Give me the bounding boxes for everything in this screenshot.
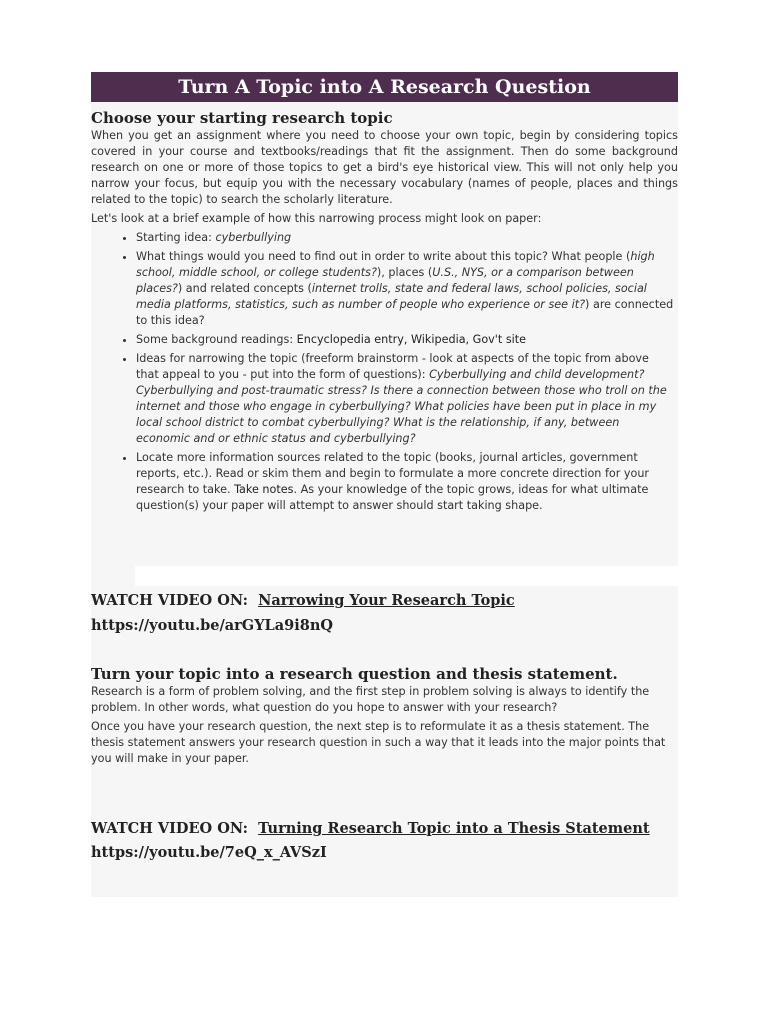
video1-block	[91, 591, 678, 635]
list-item: • What things would you need to find out in order to write about this topic? What people (high school, middle school, or college students?), places (U.S., NYS, or a comparison between places?) and related concepts (internet trolls, state and federal laws, school policies, social media platforms, statistics, such as number of people who experience or see it?) are connected to this idea?	[136, 249, 678, 329]
page-title: Turn A Topic into A Research Question	[91, 72, 678, 102]
video2-block	[91, 819, 678, 862]
video2-url[interactable]: https://youtu.be/7eQ_x_AVSzI	[91, 844, 327, 861]
list-item: • Some background readings: Encyclopedia entry, Wikipedia, Gov't site	[136, 332, 678, 348]
video1-url[interactable]: https://youtu.be/arGYLa9i8nQ	[91, 617, 333, 634]
narrowing-steps-list	[91, 230, 678, 514]
video1-link[interactable]: Narrowing Your Research Topic	[258, 592, 515, 609]
video2-label: WATCH VIDEO ON: Turning Research Topic into a Thesis Statement	[91, 820, 650, 837]
section2-heading: Turn your topic into a research question and thesis statement.	[91, 665, 618, 683]
section2-para1: Research is a form of problem solving, and the first step in problem solving is always to identify the problem. In other words, what question do you hope to answer with your research?	[91, 685, 650, 714]
section1-intro: When you get an assignment where you need to choose your own topic, begin by considering topics covered in your course and textbooks/readings that fit the assignment. Then do some background research on one or more of those topics to get a bird's eye historical view. This will not only help you narrow your focus, but equip you with the necessary vocabulary (names of people, places and things related to the topic) to search the scholarly literature.	[91, 129, 678, 206]
section1-heading: Choose your starting research topic	[91, 109, 393, 127]
video2-link[interactable]: Turning Research Topic into a Thesis Statement	[258, 820, 650, 837]
section-choose-topic	[91, 108, 678, 517]
section-research-question	[91, 664, 678, 770]
list-item: • Starting idea: cyberbullying	[136, 230, 678, 246]
video1-label: WATCH VIDEO ON: Narrowing Your Research Topic	[91, 592, 515, 609]
section1-lead: Let's look at a brief example of how this narrowing process might look on paper:	[91, 212, 542, 225]
list-item: • Ideas for narrowing the topic (freeform brainstorm - look at aspects of the topic from above that appeal to you - put into the form of questions): Cyberbullying and child development? Cyberbullying and post-traumatic stress? Is there a connection between those who troll on the internet and those who engage in cyberbullying? What policies have been put in place in my local school district to combat cyberbullying? What is the relationship, if any, between economic and or ethnic status and cyberbullying?	[136, 351, 678, 447]
list-item: • Locate more information sources related to the topic (books, journal articles, government reports, etc.). Read or skim them and begin to formulate a more concrete direction for your research to take. Take notes. As your knowledge of the topic grows, ideas for what ultimate question(s) your paper will attempt to answer should start taking shape.	[136, 450, 678, 514]
background-readings-links[interactable]: Encyclopedia entry, Wikipedia, Gov't site	[296, 333, 527, 346]
take-notes-link[interactable]: Take notes	[234, 483, 294, 496]
section2-para2: Once you have your research question, the next step is to reformulate it as a thesis statement. The thesis statement answers your research question in such a way that it leads into the major points that you will make in your paper.	[91, 720, 666, 765]
panel-notch	[135, 566, 678, 586]
